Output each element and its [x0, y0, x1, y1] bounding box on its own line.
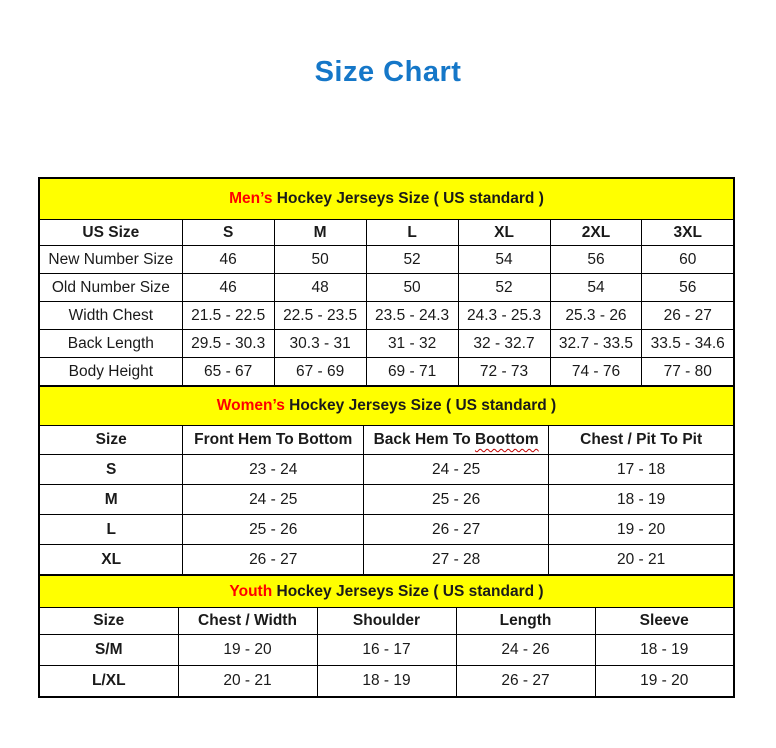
- womens-cell: 26 - 27: [183, 545, 364, 576]
- mens-column-header: US Size: [39, 220, 182, 246]
- mens-cell: 65 - 67: [182, 358, 274, 387]
- youth-cell: 18 - 19: [595, 635, 734, 666]
- mens-banner-text: Hockey Jerseys Size ( US standard ): [276, 190, 544, 207]
- mens-cell: 46: [182, 274, 274, 302]
- mens-cell: 54: [550, 274, 642, 302]
- size-chart-tables: [38, 177, 735, 698]
- youth-cell: 24 - 26: [456, 635, 595, 666]
- youth-cell: 20 - 21: [178, 666, 317, 698]
- womens-cell: 18 - 19: [549, 485, 734, 515]
- womens-cell: 25 - 26: [183, 515, 364, 545]
- womens-row-label: L: [39, 515, 183, 545]
- mens-cell: 56: [550, 246, 642, 274]
- mens-cell: 31 - 32: [366, 330, 458, 358]
- youth-column-header: Length: [456, 608, 595, 635]
- womens-column-header: Chest / Pit To Pit: [549, 426, 734, 455]
- mens-banner-accent: Men’s: [229, 190, 273, 207]
- youth-column-header: Chest / Width: [178, 608, 317, 635]
- mens-cell: 29.5 - 30.3: [182, 330, 274, 358]
- misspelled-word: Boottom: [474, 431, 539, 448]
- mens-cell: 67 - 69: [274, 358, 366, 387]
- womens-cell: 24 - 25: [183, 485, 364, 515]
- youth-column-header: Sleeve: [595, 608, 734, 635]
- mens-row: [39, 274, 734, 302]
- youth-row-label: S/M: [39, 635, 178, 666]
- womens-cell: 23 - 24: [183, 455, 364, 485]
- mens-column-header-row: [39, 220, 734, 246]
- mens-cell: 52: [366, 246, 458, 274]
- mens-row-label: Width Chest: [39, 302, 182, 330]
- mens-row-label: Old Number Size: [39, 274, 182, 302]
- youth-column-header-row: [39, 608, 734, 635]
- mens-cell: 50: [274, 246, 366, 274]
- youth-cell: 19 - 20: [178, 635, 317, 666]
- womens-cell: 25 - 26: [364, 485, 549, 515]
- youth-row-label: L/XL: [39, 666, 178, 698]
- womens-row: [39, 485, 734, 515]
- youth-cell: 18 - 19: [317, 666, 456, 698]
- mens-column-header: L: [366, 220, 458, 246]
- mens-cell: 22.5 - 23.5: [274, 302, 366, 330]
- mens-column-header: M: [274, 220, 366, 246]
- youth-column-header: Size: [39, 608, 178, 635]
- mens-column-header: 3XL: [642, 220, 734, 246]
- womens-cell: 20 - 21: [549, 545, 734, 576]
- mens-row-label: Body Height: [39, 358, 182, 387]
- womens-section-banner: [39, 386, 734, 426]
- womens-banner-row: [39, 386, 734, 426]
- page-title: Size Chart: [314, 56, 462, 88]
- youth-column-header: Shoulder: [317, 608, 456, 635]
- mens-row-label: Back Length: [39, 330, 182, 358]
- womens-column-header: Size: [39, 426, 183, 455]
- youth-row: [39, 666, 734, 698]
- womens-cell: 17 - 18: [549, 455, 734, 485]
- mens-cell: 48: [274, 274, 366, 302]
- womens-cell: 27 - 28: [364, 545, 549, 576]
- womens-row-label: S: [39, 455, 183, 485]
- mens-cell: 30.3 - 31: [274, 330, 366, 358]
- mens-banner-row: [39, 178, 734, 220]
- mens-cell: 60: [642, 246, 734, 274]
- youth-banner-accent: Youth: [229, 582, 273, 600]
- mens-cell: 77 - 80: [642, 358, 734, 387]
- womens-row: [39, 515, 734, 545]
- youth-size-table: [38, 574, 735, 698]
- mens-row: [39, 302, 734, 330]
- youth-cell: 26 - 27: [456, 666, 595, 698]
- womens-cell: 24 - 25: [364, 455, 549, 485]
- womens-cell: 19 - 20: [549, 515, 734, 545]
- mens-cell: 32 - 32.7: [458, 330, 550, 358]
- mens-cell: 25.3 - 26: [550, 302, 642, 330]
- mens-section-banner: [39, 178, 734, 220]
- youth-banner-row: [39, 575, 734, 608]
- mens-row-label: New Number Size: [39, 246, 182, 274]
- mens-row: [39, 246, 734, 274]
- mens-cell: 24.3 - 25.3: [458, 302, 550, 330]
- youth-section-banner: [39, 575, 734, 608]
- mens-column-header: XL: [458, 220, 550, 246]
- mens-cell: 72 - 73: [458, 358, 550, 387]
- womens-row: [39, 455, 734, 485]
- mens-cell: 21.5 - 22.5: [182, 302, 274, 330]
- mens-row: [39, 358, 734, 387]
- mens-cell: 33.5 - 34.6: [642, 330, 734, 358]
- womens-banner-accent: Women’s: [216, 397, 285, 414]
- womens-size-table: [38, 385, 735, 576]
- womens-column-header: Front Hem To Bottom: [183, 426, 364, 455]
- youth-cell: 19 - 20: [595, 666, 734, 698]
- youth-row: [39, 635, 734, 666]
- womens-banner-text: Hockey Jerseys Size ( US standard ): [289, 397, 557, 414]
- mens-cell: 56: [642, 274, 734, 302]
- mens-cell: 32.7 - 33.5: [550, 330, 642, 358]
- mens-cell: 52: [458, 274, 550, 302]
- womens-row: [39, 545, 734, 576]
- mens-cell: 50: [366, 274, 458, 302]
- mens-cell: 54: [458, 246, 550, 274]
- mens-cell: 69 - 71: [366, 358, 458, 387]
- womens-column-header-row: [39, 426, 734, 455]
- mens-cell: 46: [182, 246, 274, 274]
- mens-cell: 23.5 - 24.3: [366, 302, 458, 330]
- mens-size-table: [38, 177, 735, 387]
- womens-cell: 26 - 27: [364, 515, 549, 545]
- mens-cell: 74 - 76: [550, 358, 642, 387]
- mens-column-header: S: [182, 220, 274, 246]
- mens-cell: 26 - 27: [642, 302, 734, 330]
- mens-row: [39, 330, 734, 358]
- womens-column-header: Back Hem To Boottom: [364, 426, 549, 455]
- mens-column-header: 2XL: [550, 220, 642, 246]
- womens-row-label: XL: [39, 545, 183, 576]
- youth-cell: 16 - 17: [317, 635, 456, 666]
- youth-banner-text: Hockey Jerseys Size ( US standard ): [276, 582, 544, 600]
- womens-row-label: M: [39, 485, 183, 515]
